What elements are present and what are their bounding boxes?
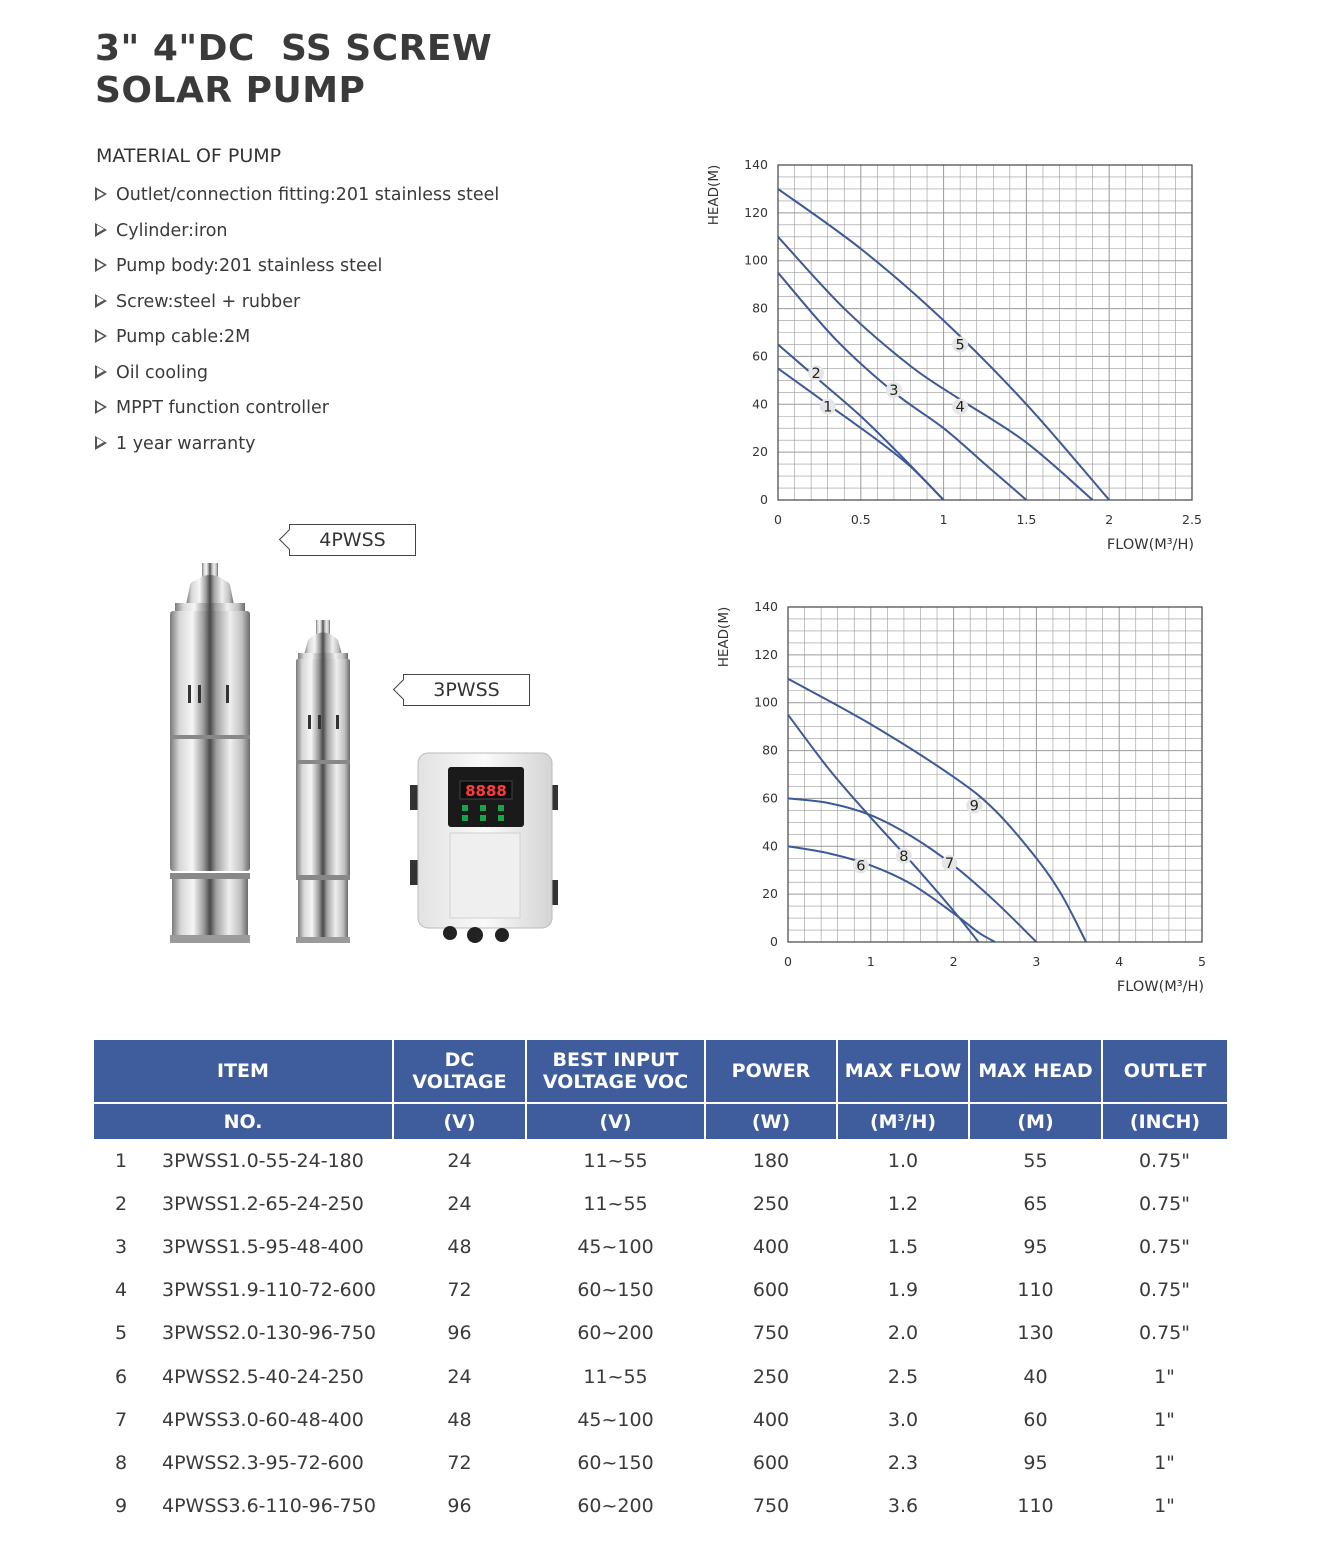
table-row: [94, 1182, 1227, 1225]
cell-power: 600: [752, 1451, 790, 1474]
cell-item: [94, 1139, 393, 1182]
cell-dc-voltage: 96: [447, 1495, 472, 1518]
cell-no: 1: [115, 1149, 128, 1172]
cell-dc-voltage: 48: [447, 1408, 472, 1431]
cell-no: 9: [115, 1495, 128, 1518]
curve-label: 4: [955, 399, 965, 416]
cell-dc-voltage: 72: [447, 1451, 472, 1474]
cell-model: 3PWSS2.0-130-96-750: [162, 1322, 376, 1345]
cell-item: [94, 1269, 393, 1312]
cell-dc-voltage: 24: [447, 1192, 472, 1215]
cell-power: 180: [752, 1149, 790, 1172]
x-tick-label: 0: [774, 512, 782, 527]
y-tick-label: 20: [762, 886, 778, 902]
curve-label: 6: [856, 858, 866, 875]
header-outlet: OUTLET: [1102, 1040, 1227, 1103]
material-item: Cylinder:iron: [95, 216, 499, 252]
x-axis-label: FLOW(M³/H): [1106, 537, 1194, 553]
curve-label: 8: [899, 848, 909, 865]
cell-max-flow: 1.9: [887, 1279, 919, 1302]
cell-max-flow: 3.0: [887, 1408, 919, 1431]
x-tick-label: 1: [939, 512, 948, 527]
table-row: [94, 1485, 1227, 1528]
title-line-2: SOLAR PUMP: [95, 70, 366, 111]
x-tick-label: 0: [784, 954, 792, 969]
cell-outlet: 1": [1154, 1408, 1175, 1431]
model-tag-4pwss: 4PWSS: [289, 524, 416, 556]
header-max-flow: MAX FLOW: [837, 1040, 969, 1103]
triangle-bullet-icon: [95, 329, 107, 343]
cell-power: 250: [752, 1192, 790, 1215]
material-item: Pump cable:2M: [95, 322, 499, 358]
cell-max-flow: 1.5: [887, 1235, 919, 1258]
y-tick-label: 60: [762, 790, 778, 806]
cell-outlet: 0.75": [1138, 1235, 1191, 1258]
y-tick-label: 60: [752, 348, 768, 364]
triangle-bullet-icon: [95, 258, 107, 272]
cell-item: [94, 1485, 393, 1528]
table-header-row: [94, 1040, 1227, 1103]
material-heading: MATERIAL OF PUMP: [96, 145, 282, 167]
spec-table: [94, 1040, 1227, 1528]
cell-max-flow: 1.2: [887, 1192, 919, 1215]
performance-chart-4pwss: [700, 592, 1220, 1012]
y-tick-label: 140: [744, 157, 768, 172]
table-row: [94, 1355, 1227, 1398]
cell-item: [94, 1398, 393, 1441]
curve-label: 5: [955, 337, 965, 354]
unit-m: (M): [969, 1103, 1102, 1139]
cell-max-head: 110: [1017, 1279, 1054, 1302]
cell-max-flow: 1.0: [887, 1149, 919, 1172]
unit-no: NO.: [94, 1103, 393, 1139]
cell-outlet: 0.75": [1138, 1279, 1191, 1302]
x-tick-label: 2: [949, 954, 958, 969]
material-item: Pump body:201 stainless steel: [95, 251, 499, 287]
cell-no: 5: [115, 1322, 128, 1345]
cell-power: 750: [752, 1495, 790, 1518]
cell-outlet: 0.75": [1138, 1149, 1191, 1172]
cell-dc-voltage: 24: [447, 1365, 472, 1388]
triangle-bullet-icon: [95, 436, 107, 450]
cell-power: 400: [752, 1408, 790, 1431]
cell-dc-voltage: 72: [447, 1279, 472, 1302]
y-tick-label: 0: [770, 934, 778, 949]
cell-dc-voltage: 48: [447, 1235, 472, 1258]
table-row: [94, 1269, 1227, 1312]
cell-power: 250: [752, 1365, 790, 1388]
table-row: [94, 1312, 1227, 1355]
cell-input-voltage: 60~150: [577, 1279, 654, 1302]
cell-item: [94, 1355, 393, 1398]
cell-max-head: 95: [1023, 1235, 1048, 1258]
triangle-bullet-icon: [95, 365, 107, 379]
material-item: Oil cooling: [95, 358, 499, 394]
cell-max-head: 55: [1023, 1149, 1048, 1172]
cell-input-voltage: 60~200: [577, 1495, 654, 1518]
unit-inch: (INCH): [1102, 1103, 1227, 1139]
cell-outlet: 1": [1154, 1365, 1175, 1388]
x-tick-label: 4: [1115, 954, 1124, 969]
cell-outlet: 1": [1154, 1495, 1175, 1518]
y-tick-label: 120: [744, 204, 768, 220]
material-item: Outlet/connection fitting:201 stainless steel: [95, 180, 499, 216]
y-tick-label: 100: [744, 252, 768, 268]
title-line-1: 3" 4"DC SS SCREW: [95, 28, 493, 69]
unit-w: (W): [705, 1103, 837, 1139]
cell-input-voltage: 11~55: [583, 1365, 648, 1388]
cell-input-voltage: 11~55: [583, 1192, 648, 1215]
y-tick-label: 40: [762, 838, 778, 854]
curve-3: [778, 273, 1026, 500]
y-tick-label: 80: [762, 742, 778, 758]
cell-max-head: 60: [1023, 1408, 1048, 1431]
unit-v: (V): [526, 1103, 705, 1139]
cell-no: 3: [115, 1235, 128, 1258]
y-tick-label: 0: [760, 492, 768, 507]
cell-item: [94, 1312, 393, 1355]
table-unit-row: [94, 1103, 1227, 1139]
triangle-bullet-icon: [95, 187, 107, 201]
cell-model: 3PWSS1.2-65-24-250: [162, 1192, 364, 1215]
unit-flow: $(M^3/H)$: [837, 1103, 969, 1139]
curve-8: [788, 715, 978, 942]
mppt-controller: [410, 753, 558, 943]
model-tag-3pwss: 3PWSS: [403, 674, 530, 706]
cell-max-head: 95: [1023, 1451, 1048, 1474]
spec-table-body: [94, 1139, 1227, 1528]
y-tick-label: 20: [752, 444, 768, 460]
cell-power: 400: [752, 1235, 790, 1258]
performance-chart-3pwss: [690, 150, 1210, 570]
x-tick-label: 5: [1198, 954, 1206, 969]
y-tick-label: 120: [754, 646, 778, 662]
x-tick-label: 2: [1105, 512, 1114, 527]
product-illustration: [150, 555, 610, 955]
triangle-bullet-icon: [95, 294, 107, 308]
cell-input-voltage: 60~150: [577, 1451, 654, 1474]
cell-max-flow: 2.0: [887, 1322, 919, 1345]
cell-input-voltage: 11~55: [583, 1149, 648, 1172]
cell-max-flow: 2.3: [887, 1451, 919, 1474]
table-row: [94, 1441, 1227, 1484]
cell-model: 3PWSS1.9-110-72-600: [162, 1279, 376, 1302]
cell-no: 2: [115, 1192, 128, 1215]
cell-input-voltage: 60~200: [577, 1322, 654, 1345]
x-tick-label: 1: [866, 954, 875, 969]
cell-item: [94, 1182, 393, 1225]
y-tick-label: 80: [752, 300, 768, 316]
cell-max-head: 65: [1023, 1192, 1048, 1215]
cell-no: 6: [115, 1365, 128, 1388]
cell-dc-voltage: 96: [447, 1322, 472, 1345]
material-item: 1 year warranty: [95, 429, 499, 465]
cell-outlet: 0.75": [1138, 1322, 1191, 1345]
cell-max-head: 110: [1017, 1495, 1054, 1518]
triangle-bullet-icon: [95, 400, 107, 414]
material-item: MPPT function controller: [95, 393, 499, 429]
curve-label: 1: [823, 399, 833, 416]
cell-model: 4PWSS3.6-110-96-750: [162, 1495, 376, 1518]
x-tick-label: 1.5: [1016, 512, 1037, 527]
cell-outlet: 0.75": [1138, 1192, 1191, 1215]
cell-power: 750: [752, 1322, 790, 1345]
pump-3inch: [296, 620, 350, 943]
cell-input-voltage: 45~100: [577, 1408, 654, 1431]
cell-model: 4PWSS2.3-95-72-600: [162, 1451, 364, 1474]
curve-label: 3: [889, 382, 899, 399]
curve-label: 7: [944, 856, 955, 873]
cell-no: 4: [115, 1279, 128, 1302]
cell-model: 3PWSS1.5-95-48-400: [162, 1235, 364, 1258]
header-item: ITEM: [94, 1040, 393, 1103]
x-tick-label: 0.5: [850, 512, 871, 527]
y-axis-label: HEAD(M): [706, 164, 722, 226]
cell-outlet: 1": [1154, 1451, 1175, 1474]
cell-item: [94, 1441, 393, 1484]
table-row: [94, 1225, 1227, 1268]
cell-max-head: 40: [1023, 1365, 1048, 1388]
cell-power: 600: [752, 1279, 790, 1302]
cell-item: [94, 1225, 393, 1268]
cell-no: 8: [115, 1451, 128, 1474]
table-row: [94, 1139, 1227, 1182]
triangle-bullet-icon: [95, 223, 107, 237]
material-list: [95, 180, 499, 464]
x-axis-label: FLOW(M³/H): [1116, 979, 1204, 995]
header-best-input-voltage: BEST INPUT VOLTAGE VOC: [526, 1040, 705, 1103]
cell-no: 7: [115, 1408, 128, 1431]
x-tick-label: 3: [1032, 954, 1041, 969]
cell-dc-voltage: 24: [447, 1149, 472, 1172]
curve-label: 9: [969, 798, 979, 815]
cell-max-flow: 3.6: [887, 1495, 919, 1518]
cell-input-voltage: 45~100: [577, 1235, 654, 1258]
pump-4inch: [170, 563, 250, 943]
header-dc-voltage: DC VOLTAGE: [393, 1040, 526, 1103]
table-row: [94, 1398, 1227, 1441]
cell-max-head: 130: [1017, 1322, 1054, 1345]
header-max-head: MAX HEAD: [969, 1040, 1102, 1103]
cell-model: 4PWSS2.5-40-24-250: [162, 1365, 364, 1388]
page-title: [95, 28, 492, 112]
y-tick-label: 40: [752, 396, 768, 412]
curve-label: 2: [811, 366, 821, 383]
y-tick-label: 100: [754, 694, 778, 710]
header-power: POWER: [705, 1040, 837, 1103]
cell-model: 3PWSS1.0-55-24-180: [162, 1149, 364, 1172]
material-item: Screw:steel + rubber: [95, 287, 499, 323]
unit-v: (V): [393, 1103, 526, 1139]
cell-max-flow: 2.5: [887, 1365, 919, 1388]
controller-display: 8888: [465, 782, 507, 800]
x-tick-label: 2.5: [1182, 512, 1202, 527]
cell-model: 4PWSS3.0-60-48-400: [162, 1408, 364, 1431]
y-tick-label: 140: [754, 599, 778, 614]
y-axis-label: HEAD(M): [716, 606, 732, 668]
